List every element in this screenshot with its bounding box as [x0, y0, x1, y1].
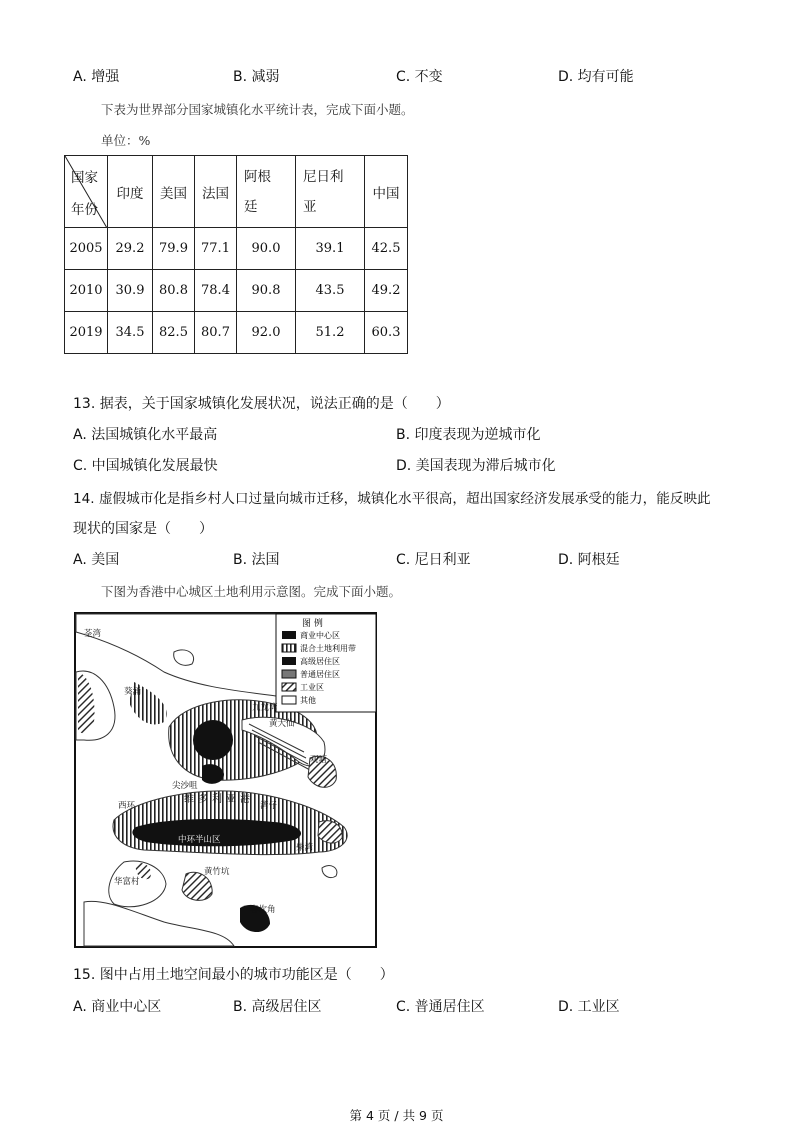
q14-stem-line2: 现状的国家是（ ）: [73, 521, 213, 537]
q12-option-b: B. 减弱: [233, 69, 280, 85]
place-label: 黄大仙: [269, 719, 295, 729]
page-footer: 第 4 页 / 共 9 页: [349, 1108, 444, 1123]
q14-stem-line1: 14. 虚假城市化是指乡村人口过量向城市迁移，城镇化水平很高，超出国家经济发展承受的能力，能反映此: [73, 491, 711, 507]
header-country-nigeria: 尼日利亚: [296, 156, 365, 228]
value-cell: 80.8: [153, 270, 195, 312]
corner-top-label: 国家: [71, 170, 98, 186]
q15-option-a: A. 商业中心区: [73, 999, 162, 1015]
value-cell: 82.5: [153, 312, 195, 354]
table-intro: 下表为世界部分国家城镇化水平统计表，完成下面小题。: [101, 102, 414, 117]
legend-label: 商业中心区: [300, 631, 340, 640]
q12-option-d: D. 均有可能: [558, 69, 634, 85]
place-label: 维多利亚港: [184, 794, 254, 805]
q12-option-a: A. 增强: [73, 69, 120, 85]
q15-option-b: B. 高级居住区: [233, 999, 322, 1015]
q15-stem: 15. 图中占用土地空间最小的城市功能区是（ ）: [73, 967, 394, 983]
unit-label: 单位：%: [101, 133, 151, 148]
value-cell: 90.0: [237, 228, 296, 270]
cbd-kowloon: [193, 720, 233, 760]
legend-label: 其他: [300, 696, 316, 705]
value-cell: 51.2: [296, 312, 365, 354]
q13-option-a: A. 法国城镇化水平最高: [73, 427, 218, 443]
q13-option-c: C. 中国城镇化发展最快: [73, 458, 218, 474]
place-label: 华富村: [114, 877, 140, 887]
q13-option-d: D. 美国表现为滞后城市化: [396, 458, 556, 474]
table-row: [65, 312, 408, 354]
header-country: 印度: [108, 156, 153, 228]
corner-bottom-label: 年份: [71, 202, 98, 218]
year-cell: 2010: [65, 270, 108, 312]
value-cell: 90.8: [237, 270, 296, 312]
value-cell: 77.1: [195, 228, 237, 270]
value-cell: 29.2: [108, 228, 153, 270]
place-label: 湾仔: [260, 801, 278, 811]
q15-option-c: C. 普通居住区: [396, 999, 485, 1015]
corner-cell: [65, 156, 108, 228]
place-label: 黄竹坑: [204, 867, 230, 877]
legend-label: 普通居住区: [300, 670, 340, 679]
header-country: 法国: [195, 156, 237, 228]
legend-label: 混合土地利用带: [300, 644, 356, 653]
value-cell: 80.7: [195, 312, 237, 354]
legend-swatch-cbd: [282, 631, 296, 639]
header-country: 美国: [153, 156, 195, 228]
legend-label: 高级居住区: [300, 657, 340, 666]
place-label: 西环: [118, 801, 136, 811]
q14-option-c: C. 尼日利亚: [396, 552, 471, 568]
place-label: 荃湾: [84, 629, 102, 639]
hong-kong-land-use-map: [74, 612, 378, 949]
legend-swatch-other: [282, 696, 296, 704]
place-label: 九龙湾: [252, 703, 278, 713]
table-row: [65, 228, 408, 270]
header-country-argentina: 阿根廷: [237, 156, 296, 228]
value-cell: 79.9: [153, 228, 195, 270]
q14-option-b: B. 法国: [233, 552, 280, 568]
q15-option-d: D. 工业区: [558, 999, 620, 1015]
place-label: 柴湾: [296, 843, 314, 853]
place-label: 观塘: [310, 755, 328, 765]
q12-option-c: C. 不变: [396, 69, 443, 85]
value-cell: 34.5: [108, 312, 153, 354]
value-cell: 30.9: [108, 270, 153, 312]
value-cell: 60.3: [365, 312, 408, 354]
legend-swatch-mixed: [282, 644, 296, 652]
legend-swatch-high-res: [282, 657, 296, 665]
urbanization-table: [64, 155, 408, 354]
map-intro: 下图为香港中心城区土地利用示意图。完成下面小题。: [101, 584, 402, 599]
value-cell: 92.0: [237, 312, 296, 354]
q14-option-d: D. 阿根廷: [558, 552, 620, 568]
place-label: 葵涌: [124, 687, 142, 697]
value-cell: 42.5: [365, 228, 408, 270]
value-cell: 49.2: [365, 270, 408, 312]
legend-swatch-ordinary-res: [282, 670, 296, 678]
q13-option-b: B. 印度表现为逆城市化: [396, 427, 541, 443]
year-cell: 2019: [65, 312, 108, 354]
year-cell: 2005: [65, 228, 108, 270]
table-row: [65, 270, 408, 312]
value-cell: 43.5: [296, 270, 365, 312]
legend-title: 图 例: [302, 619, 323, 629]
place-label: 尖沙咀: [172, 781, 198, 791]
value-cell: 78.4: [195, 270, 237, 312]
place-label: 春坎角: [250, 905, 276, 915]
value-cell: 39.1: [296, 228, 365, 270]
place-label: 中环半山区: [178, 835, 221, 845]
legend-swatch-industrial: [282, 683, 296, 691]
q14-option-a: A. 美国: [73, 552, 120, 568]
header-country: 中国: [365, 156, 408, 228]
legend-label: 工业区: [300, 683, 324, 692]
q13-stem: 13. 据表，关于国家城镇化发展状况，说法正确的是（ ）: [73, 396, 450, 412]
